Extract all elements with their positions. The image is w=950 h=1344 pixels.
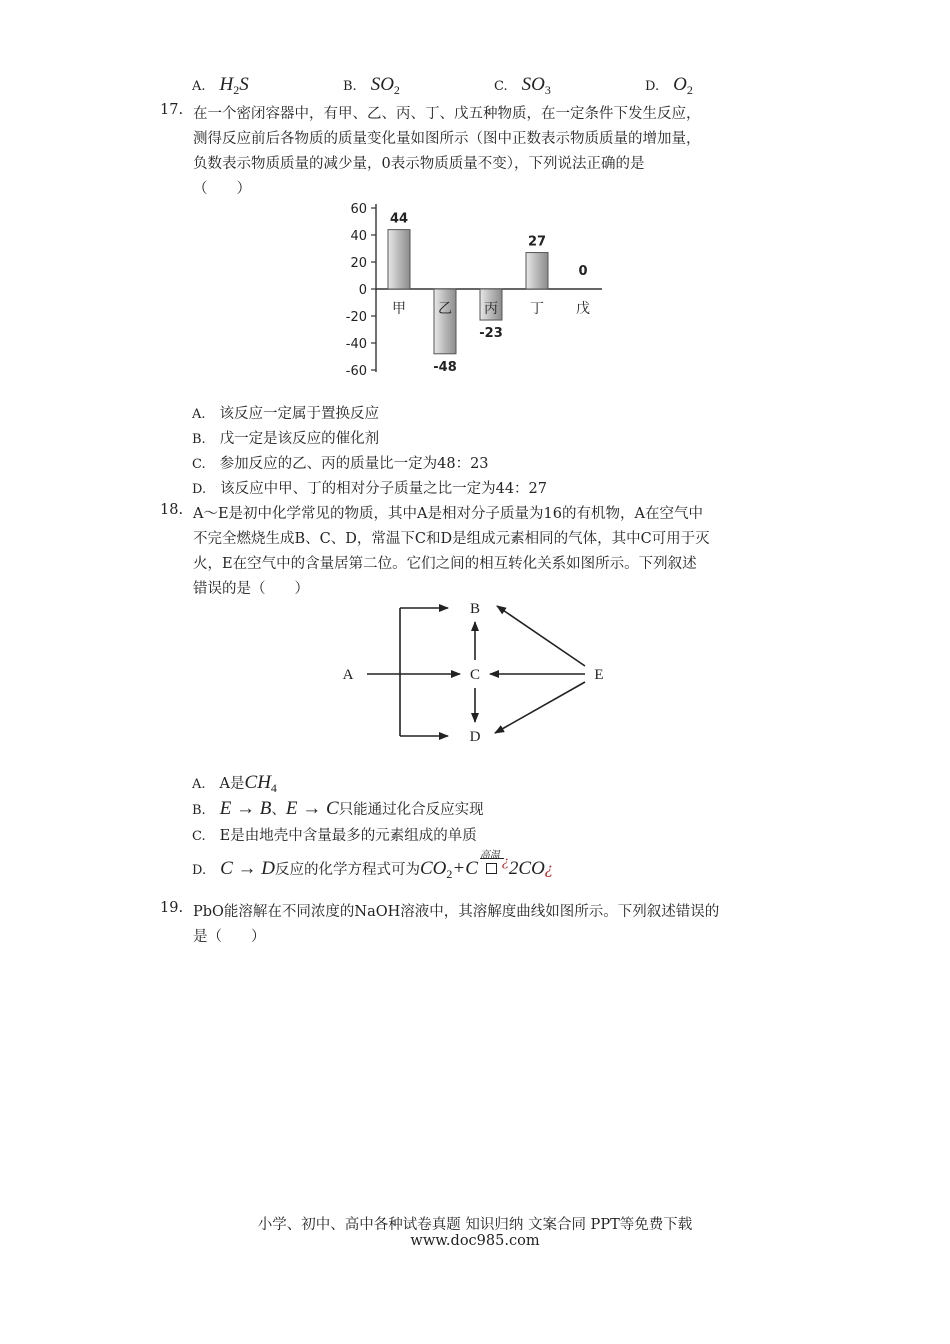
bar-4 bbox=[526, 253, 548, 289]
arrow-e-to-b bbox=[497, 606, 585, 666]
q16-option-b: B. $SO_2$ bbox=[343, 74, 400, 97]
node-d: D bbox=[469, 729, 481, 745]
data-label: -48 bbox=[433, 359, 457, 375]
q17-option-b: B. 戊一定是该反应的催化剂 bbox=[192, 431, 380, 447]
node-b: B bbox=[469, 601, 481, 617]
q19-line-2: 是（ ） bbox=[193, 929, 266, 945]
q18-line-1: A～E是初中化学常见的物质，其中A是相对分子质量为16的有机物，A在空气中 bbox=[193, 506, 703, 522]
data-label: 0 bbox=[578, 264, 588, 279]
y-tick-label: -40 bbox=[345, 337, 367, 352]
q17-line-4: （ ） bbox=[193, 181, 251, 197]
arrow-e-to-d bbox=[495, 682, 585, 733]
footer-link[interactable]: www.doc985.com bbox=[410, 1233, 540, 1249]
data-label: -23 bbox=[479, 326, 503, 342]
node-c: C bbox=[469, 667, 481, 683]
q17-option-c: C. 参加反应的乙、丙的质量比一定为48：23 bbox=[192, 456, 489, 472]
node-e: E bbox=[594, 667, 604, 683]
node-a: A bbox=[342, 667, 354, 683]
q17-line-2: 测得反应前后各物质的质量变化量如图所示（图中正数表示物质质量的增加量， bbox=[193, 131, 701, 147]
bar-1 bbox=[388, 230, 410, 289]
y-tick-label: -60 bbox=[345, 364, 367, 379]
q17-number: 17. bbox=[160, 102, 184, 118]
q18-line-4: 错误的是（ ） bbox=[193, 581, 309, 597]
y-tick-label: 0 bbox=[358, 283, 367, 298]
category-label: 乙 bbox=[438, 301, 452, 317]
q18-line-2: 不完全燃烧生成B、C、D，常温下C和D是组成元素相同的气体，其中C可用于灭 bbox=[193, 531, 710, 547]
q18-option-b: B. E → B、E → C只能通过化合反应实现 bbox=[192, 798, 484, 819]
category-label: 甲 bbox=[392, 301, 406, 317]
q16-option-c: C. $SO_3$ bbox=[494, 74, 551, 97]
q17-line-3: 负数表示物质质量的减少量，0表示物质质量不变），下列说法正确的是 bbox=[193, 156, 645, 172]
condition-over-arrow: 高温 bbox=[480, 856, 506, 876]
q18-line-3: 火，E在空气中的含量居第二位。它们之间的相互转化关系如图所示。下列叙述 bbox=[193, 556, 697, 572]
data-label: 44 bbox=[389, 211, 409, 227]
q16-option-d: D. $O_2$ bbox=[645, 74, 693, 97]
category-label: 丙 bbox=[484, 301, 498, 317]
q17-option-a: A. 该反应一定属于置换反应 bbox=[192, 406, 380, 422]
q18-option-d: D. C → D反应的化学方程式可为$CO_2+C$ 高温 ¿2CO¿ bbox=[192, 850, 553, 881]
q17-option-d: D. 该反应中甲、丁的相对分子质量之比一定为44：27 bbox=[192, 481, 547, 497]
category-label: 戊 bbox=[576, 301, 590, 317]
q19-line-1: PbO能溶解在不同浓度的NaOH溶液中，其溶解度曲线如图所示。下列叙述错误的 bbox=[193, 904, 720, 920]
y-tick-label: 60 bbox=[350, 202, 367, 217]
q18-number: 18. bbox=[160, 502, 184, 518]
bar-2 bbox=[434, 289, 456, 354]
category-label: 丁 bbox=[530, 301, 544, 317]
q17-line-1: 在一个密闭容器中，有甲、乙、丙、丁、戊五种物质，在一定条件下发生反应， bbox=[193, 106, 701, 122]
q18-option-a: A. A是$CH_4$ bbox=[192, 772, 277, 795]
y-tick-label: 40 bbox=[350, 229, 367, 244]
q16-option-a: A. $H_2S$ bbox=[192, 74, 249, 97]
q19-number: 19. bbox=[160, 900, 184, 916]
footer-line-1: 小学、初中、高中各种试卷真题 知识归纳 文案合同 PPT等免费下载 bbox=[257, 1217, 693, 1233]
y-tick-label: -20 bbox=[345, 310, 367, 325]
q18-relation-diagram bbox=[333, 596, 623, 756]
y-tick-label: 20 bbox=[350, 256, 367, 271]
q18-option-c: C. E是由地壳中含量最多的元素组成的单质 bbox=[192, 828, 477, 844]
data-label: 27 bbox=[527, 234, 547, 250]
q17-bar-chart bbox=[330, 198, 630, 383]
